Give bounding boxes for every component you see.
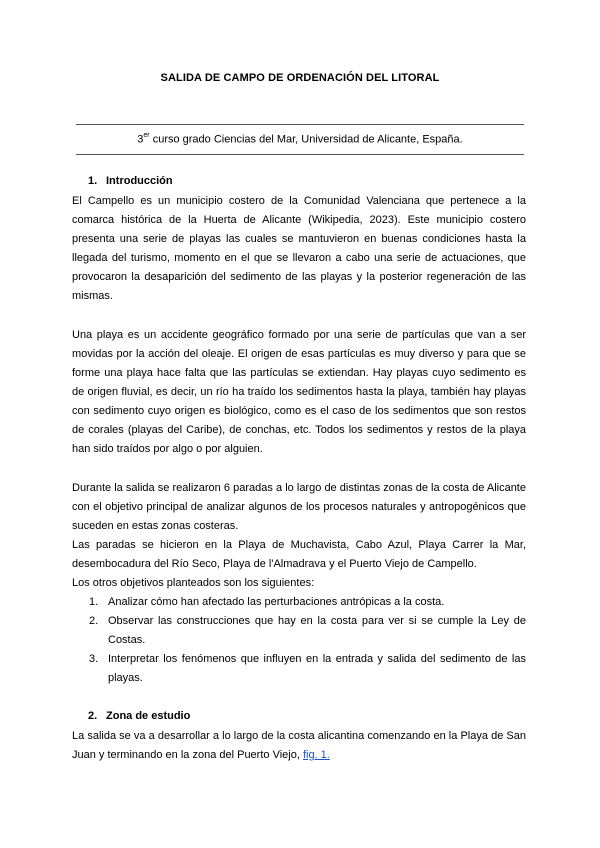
list-item <box>72 650 526 688</box>
affiliation-text: curso grado Ciencias del Mar, Universidad de Alicante, España. <box>149 133 463 146</box>
intro-paragraph-5: Los otros objetivos planteados son los siguientes: <box>72 577 315 589</box>
course-number: 3 <box>137 133 144 146</box>
list-item <box>72 612 526 650</box>
intro-paragraph-1: El Campello es un municipio costero de la Comunidad Valenciana que pertenece a la comarca histórica de la Huerta de Alicante (Wikipedia, 2023). Este municipio costero presenta una serie de playas las cuales se mantuvieron en buenas condiciones hasta la llegada del turismo, momento en el que se llevaron a cabo una serie de actuaciones, que provocaron la desaparición del sedimento de las playas y la posterior regeneración de las mismas. <box>72 195 526 302</box>
section-title: Zona de estudio <box>106 710 191 722</box>
objectives-list <box>72 593 526 612</box>
list-item-text: Interpretar los fenómenos que influyen en la entrada y salida del sedimento de las playas. <box>108 653 526 684</box>
document-title: SALIDA DE CAMPO DE ORDENACIÓN DEL LITORAL <box>160 72 440 84</box>
course-ordinal-superscript: er <box>143 132 150 139</box>
section-number: 2. <box>88 710 98 722</box>
section-number: 1. <box>88 175 98 187</box>
figure-1-link[interactable]: fig. 1. <box>302 749 330 761</box>
bottom-divider <box>76 154 524 155</box>
list-item-number: 1. <box>89 596 99 608</box>
section-heading-zona-de-estudio <box>88 710 190 722</box>
list-item-number: 2. <box>89 615 99 627</box>
affiliation-line <box>0 133 600 146</box>
study-area-paragraph <box>72 727 526 765</box>
objectives-list <box>72 612 526 650</box>
list-item <box>72 593 526 612</box>
list-item-text: Analizar cómo han afectado las perturbaciones antrópicas a la costa. <box>108 596 445 608</box>
objectives-list <box>72 650 526 688</box>
list-item-number: 3. <box>89 653 99 665</box>
study-area-text: La salida se va a desarrollar a lo largo de la costa alicantina comenzando en la Playa de San Juan y terminando en la zona del Puerto Viejo, <box>72 730 526 761</box>
intro-paragraph-2: Una playa es un accidente geográfico formado por una serie de partículas que van a ser movidas por la acción del oleaje. El origen de esas partículas es muy diverso y para que se forme una playa hace falta que las partículas se extiendan. Hay playas cuyo sedimento es de origen fluvial, es decir, un río ha traído los sedimentos hasta la playa, también hay playas con sedimento cuyo origen es biológico, como es el caso de los sedimentos que son restos de corales (playas del Caribe), de conchas, etc. Todos los sedimentos y restos de la playa han sido traídos por algo o por alguien. <box>72 329 526 455</box>
section-heading-introduccion <box>88 175 173 187</box>
section-title: Introducción <box>106 175 173 187</box>
top-divider <box>76 124 524 125</box>
intro-paragraph-4: Las paradas se hicieron en la Playa de Muchavista, Cabo Azul, Playa Carrer la Mar, desembocadura del Río Seco, Playa de l'Almadrava y el Puerto Viejo de Campello. <box>72 539 526 570</box>
intro-paragraph-3: Durante la salida se realizaron 6 paradas a lo largo de distintas zonas de la costa de Alicante con el objetivo principal de analizar algunos de los procesos naturales y antropogénicos que suceden en estas zonas costeras. <box>72 482 526 532</box>
list-item-text: Observar las construcciones que hay en la costa para ver si se cumple la Ley de Costas. <box>108 615 526 646</box>
